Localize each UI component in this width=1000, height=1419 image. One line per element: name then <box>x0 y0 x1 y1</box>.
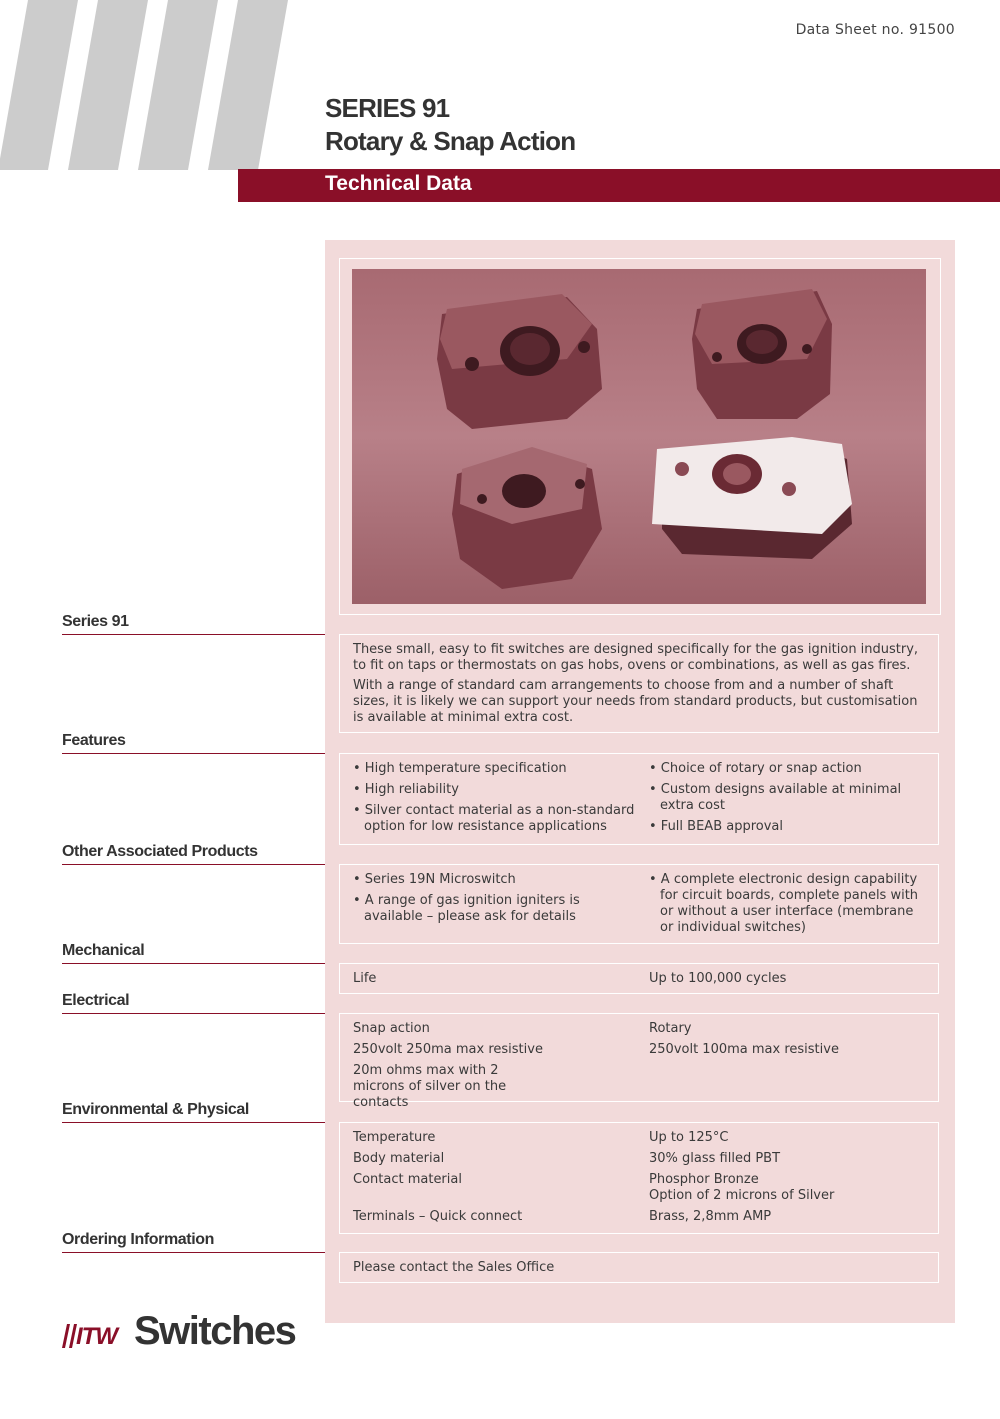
heading-mechanical: Mechanical <box>62 942 145 959</box>
spec-label: Snap action <box>353 1021 430 1036</box>
banner-label: Technical Data <box>325 172 472 195</box>
heading-series-91: Series 91 <box>62 613 129 630</box>
title-subtitle: Rotary & Snap Action <box>325 126 576 156</box>
spec-value: Up to 100,000 cycles <box>649 971 787 986</box>
section-banner <box>238 169 1000 202</box>
ordering-box <box>339 1252 939 1283</box>
spec-value: 250volt 100ma max resistive <box>649 1042 839 1057</box>
product-photo <box>352 269 926 604</box>
spec-value: 20m ohms max with 2 microns of silver on the contacts <box>353 1063 507 1110</box>
divider <box>62 1252 325 1253</box>
logo-itw: ITW <box>76 1323 117 1350</box>
environmental-box <box>339 1122 939 1234</box>
divider <box>62 1013 325 1014</box>
divider <box>62 634 325 635</box>
spec-value: Up to 125°C <box>649 1130 729 1145</box>
series-91-box <box>339 634 939 733</box>
series-91-intro: These small, easy to fit switches are designed specifically for the gas ignition industry, to fit on taps or thermostats on gas hobs, ovens or combinations, as well as gas fires. <box>353 642 919 673</box>
page-title <box>325 92 575 158</box>
spec-value: 30% glass filled PBT <box>649 1151 781 1166</box>
spec-label: Rotary <box>649 1021 692 1036</box>
electrical-box <box>339 1013 939 1110</box>
spec-value: Brass, 2,8mm AMP <box>649 1209 772 1224</box>
features-box <box>339 753 939 845</box>
list-item: • Custom designs available at minimal extra cost <box>649 782 902 813</box>
datasheet-number: Data Sheet no. 91500 <box>795 22 955 38</box>
list-item: • High reliability <box>353 782 459 797</box>
list-item: • Full BEAB approval <box>649 819 783 834</box>
list-item: • Choice of rotary or snap action <box>649 761 862 776</box>
list-item: • A complete electronic design capability for circuit boards, complete panels with or without a user interface (membrane or individual switches) <box>649 872 919 935</box>
list-item: • Series 19N Microswitch <box>353 872 516 887</box>
list-item: • High temperature specification <box>353 761 567 776</box>
spec-label: Body material <box>353 1151 445 1166</box>
heading-features: Features <box>62 732 126 749</box>
spec-label: Temperature <box>353 1130 436 1145</box>
heading-ordering: Ordering Information <box>62 1231 215 1248</box>
title-series: SERIES 91 <box>325 93 450 123</box>
spec-value: Phosphor Bronze <box>649 1172 759 1187</box>
spec-value: Option of 2 microns of Silver <box>649 1188 835 1203</box>
spec-label: Contact material <box>353 1172 462 1187</box>
decorative-stripes <box>0 0 300 170</box>
spec-label: Life <box>353 971 377 986</box>
divider <box>62 1122 325 1123</box>
spec-value: 250volt 250ma max resistive <box>353 1042 543 1057</box>
ordering-text: Please contact the Sales Office <box>353 1260 555 1275</box>
list-item: • A range of gas ignition igniters is available – please ask for details <box>353 893 580 924</box>
heading-associated-products: Other Associated Products <box>62 843 258 860</box>
list-item: • Silver contact material as a non-standard option for low resistance applications <box>353 803 635 834</box>
divider <box>62 864 325 865</box>
spec-label: Terminals – Quick connect <box>353 1209 523 1224</box>
divider <box>62 963 325 964</box>
heading-environmental: Environmental & Physical <box>62 1101 249 1118</box>
associated-products-box <box>339 864 939 944</box>
mechanical-box <box>339 963 939 994</box>
logo-switches: Switches <box>134 1309 296 1353</box>
heading-electrical: Electrical <box>62 992 130 1009</box>
series-91-detail: With a range of standard cam arrangements to choose from and a number of shaft sizes, it is likely we can support your needs from standard products, but customisation is available at minimal extra cost. <box>353 678 918 725</box>
divider <box>62 753 325 754</box>
